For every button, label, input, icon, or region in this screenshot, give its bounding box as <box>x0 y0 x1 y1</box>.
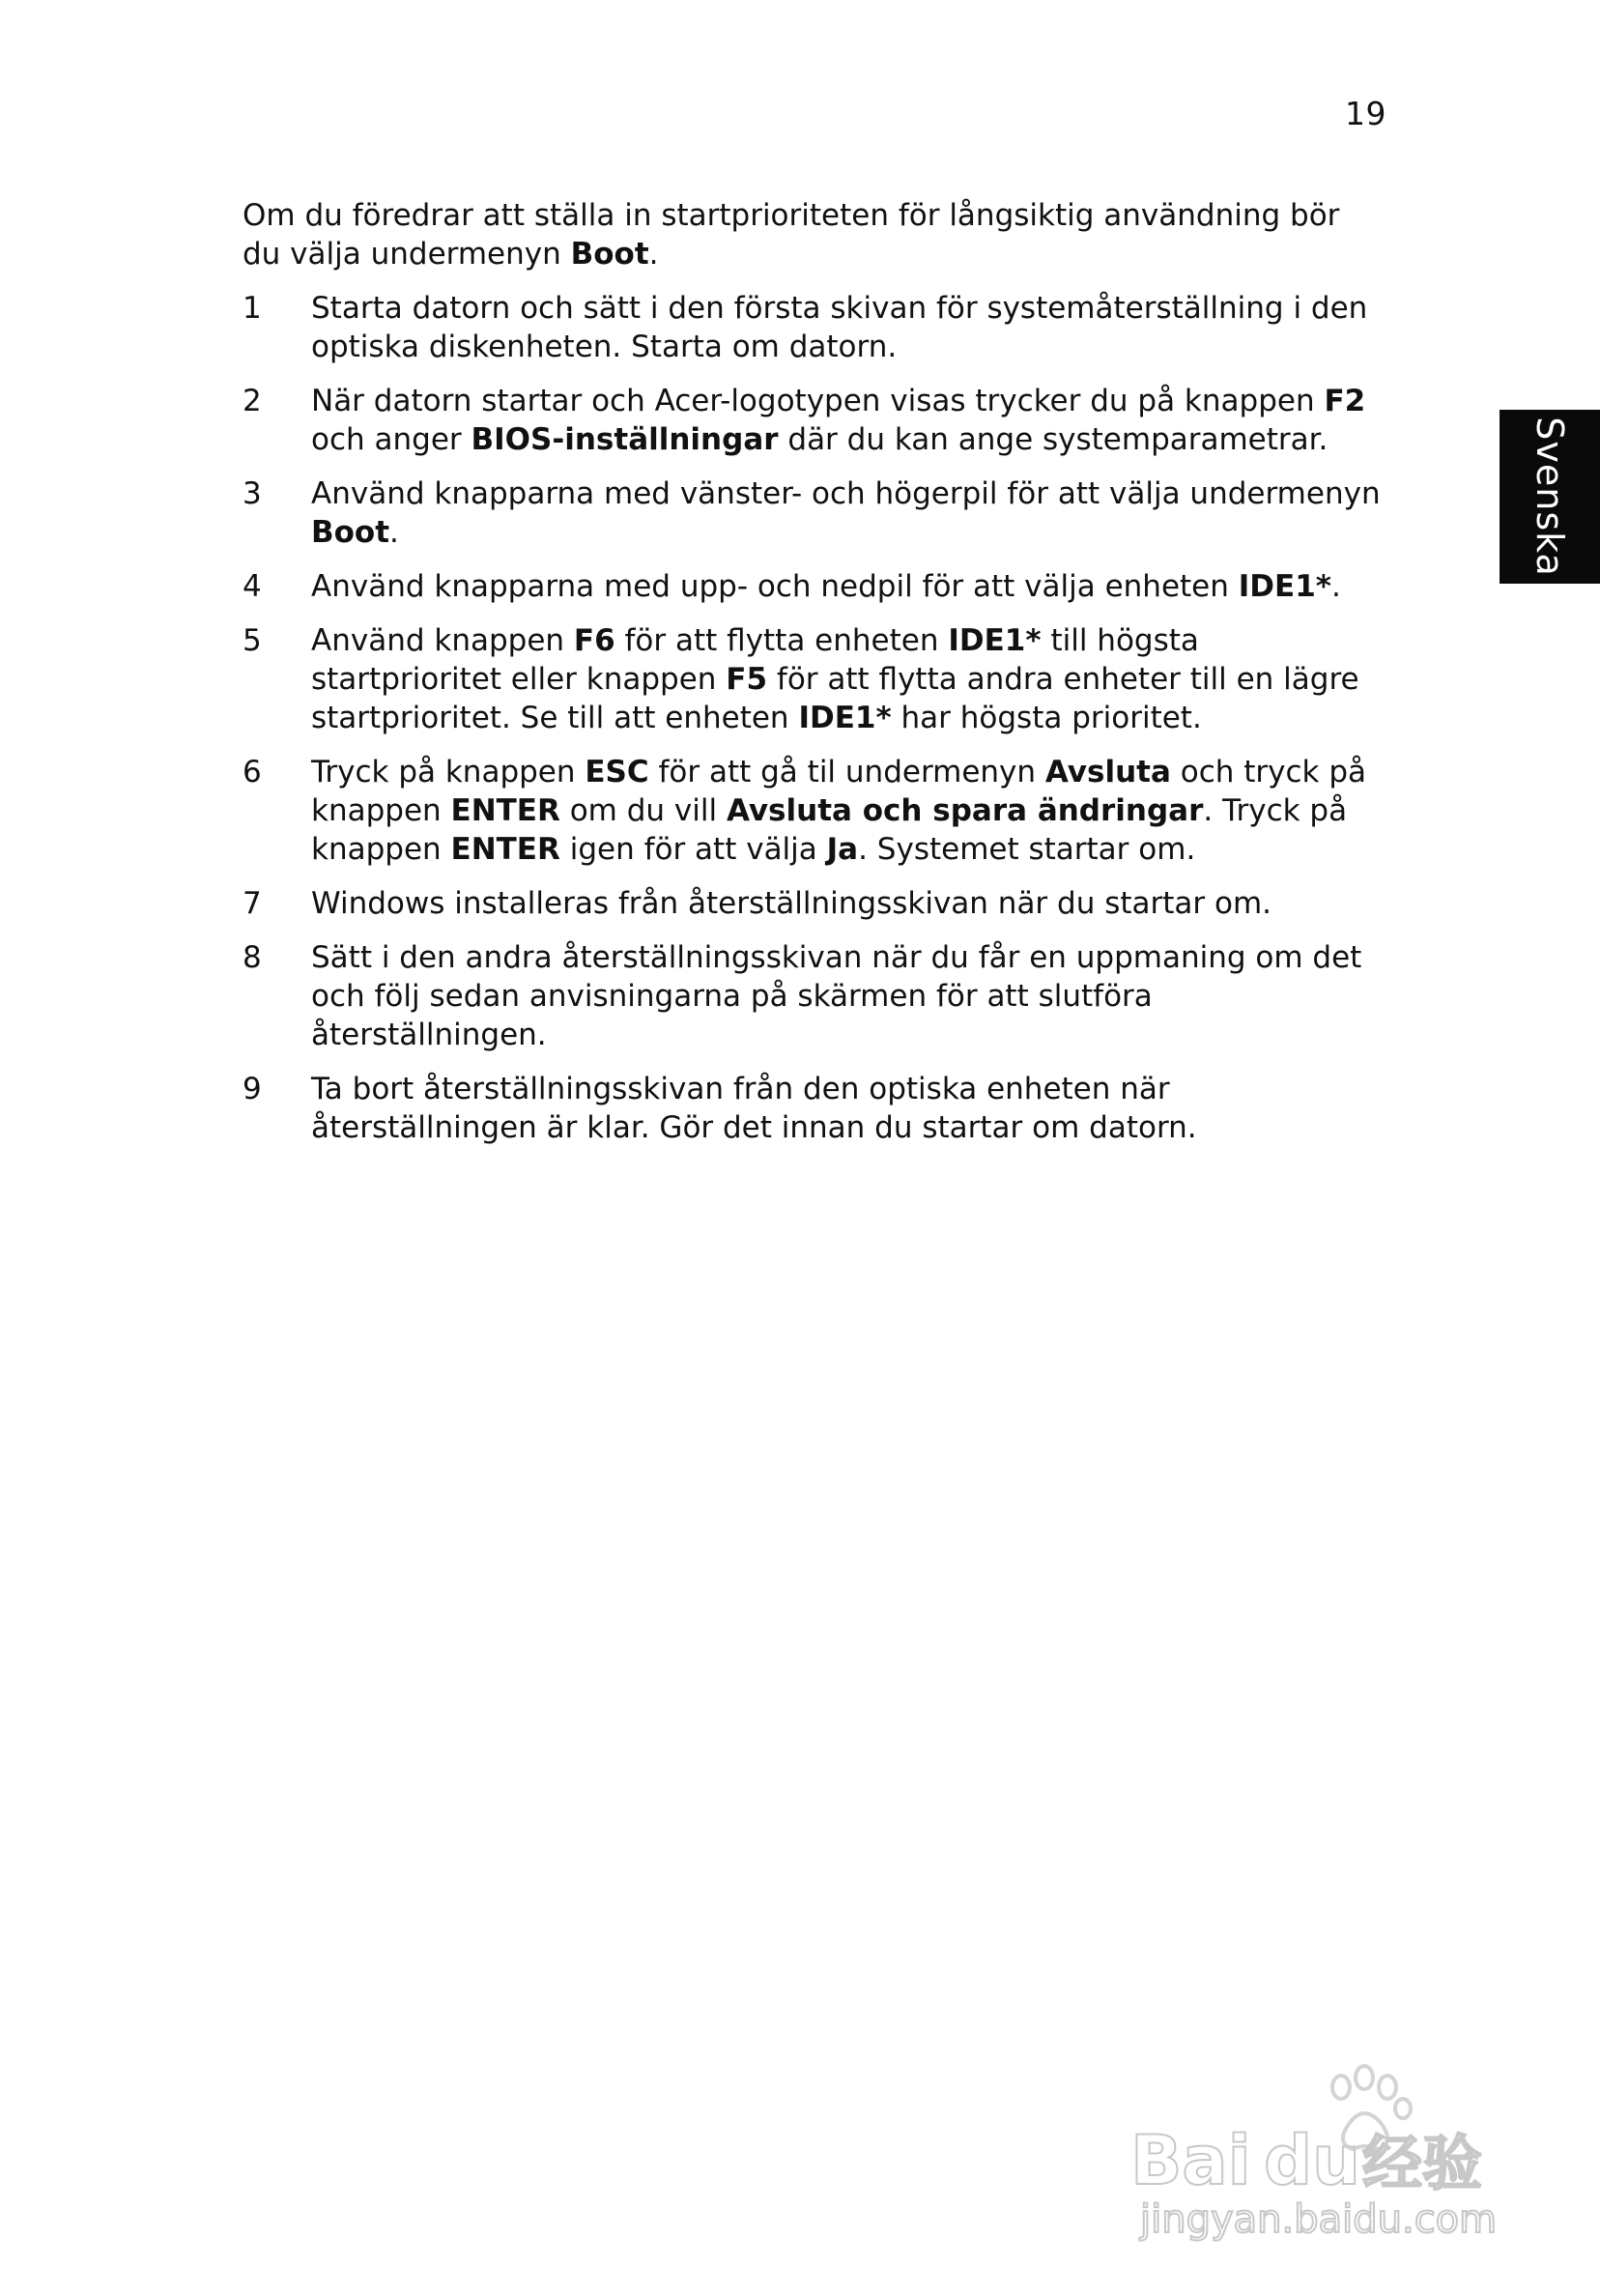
step-number: 9 <box>243 1072 262 1106</box>
step-number: 1 <box>243 291 262 326</box>
step-text <box>311 938 1383 1054</box>
step-item <box>243 753 1383 869</box>
bold-term: Avsluta och spara ändringar <box>726 793 1204 828</box>
text-run: . Systemet startar om. <box>858 832 1196 867</box>
text-run: Windows installeras från återställningsskivan när du startar om. <box>311 886 1272 921</box>
text-run: Om du föredrar att ställa in startprioriteten för långsiktig användning bör du välja undermenyn <box>243 198 1340 272</box>
text-run: . <box>1331 569 1341 604</box>
text-run: Tryck på knappen <box>311 755 586 789</box>
step-text <box>311 884 1383 923</box>
bold-term: BIOS-inställningar <box>471 422 779 457</box>
bold-term: F6 <box>573 623 615 658</box>
bold-term: Boot <box>311 515 390 550</box>
step-number: 6 <box>243 755 262 789</box>
baidu-jingyan-watermark <box>1121 2049 1507 2242</box>
bold-term: IDE1* <box>948 623 1042 658</box>
bold-term: IDE1* <box>1238 569 1331 604</box>
step-item <box>243 567 1383 606</box>
bold-term: IDE1* <box>798 701 892 735</box>
text-run: . <box>648 237 659 272</box>
text-run: har högsta prioritet. <box>891 701 1202 735</box>
bold-term: Boot <box>570 237 649 272</box>
step-item <box>243 289 1383 366</box>
bold-term: F5 <box>726 662 768 697</box>
text-run: till högsta startprioritet eller knappen <box>311 623 1199 697</box>
step-text <box>311 567 1383 606</box>
text-run: Använd knapparna med upp- och nedpil för att välja enheten <box>311 569 1239 604</box>
text-run: När datorn startar och Acer-logotypen visas trycker du på knappen <box>311 384 1325 418</box>
step-item <box>243 1070 1383 1147</box>
step-number: 2 <box>243 384 262 418</box>
step-number: 5 <box>243 623 262 658</box>
step-text <box>311 289 1383 366</box>
page-number: 19 <box>1345 95 1386 132</box>
step-item <box>243 621 1383 737</box>
step-number: 3 <box>243 476 262 511</box>
bold-term: ENTER <box>450 832 560 867</box>
text-run: för att gå til undermenyn <box>648 755 1045 789</box>
document-body <box>243 196 1383 1162</box>
step-item <box>243 938 1383 1054</box>
text-run: om du vill <box>559 793 727 828</box>
text-run: Använd knappen <box>311 623 574 658</box>
bold-term: Avsluta <box>1044 755 1171 789</box>
text-run: . <box>389 515 399 550</box>
watermark-url: jingyan.baidu.com <box>1140 2197 1498 2242</box>
watermark-brand-cn: 经验 <box>1362 2128 1483 2198</box>
text-run: för att flytta andra enheter till en lägre startprioritet. Se till att enheten <box>311 662 1359 735</box>
step-text <box>311 382 1383 459</box>
text-run: och anger <box>311 422 471 457</box>
intro-paragraph <box>243 196 1383 273</box>
text-run: Använd knapparna med vänster- och högerpil för att välja undermenyn <box>311 476 1381 511</box>
text-run: Starta datorn och sätt i den första skivan för systemåterställning i den optiska diskenheten. Starta om datorn. <box>311 291 1368 364</box>
step-number: 4 <box>243 569 262 604</box>
text-run: . Tryck på knappen <box>311 793 1348 867</box>
text-run: Ta bort återställningsskivan från den optiska enheten när återställningen är klar. Gör det innan du startar om datorn. <box>311 1072 1197 1145</box>
step-number: 8 <box>243 940 262 975</box>
text-run: igen för att välja <box>559 832 827 867</box>
step-item <box>243 382 1383 459</box>
language-side-tab-label: Svenska <box>1529 416 1571 577</box>
bold-term: Ja <box>826 832 859 867</box>
bold-term: ESC <box>585 755 649 789</box>
step-item <box>243 474 1383 552</box>
text-run: och tryck på knappen <box>311 755 1367 828</box>
step-text <box>311 474 1383 552</box>
text-run: Sätt i den andra återställningsskivan när du får en uppmaning om det och följ sedan anvisningarna på skärmen för att slutföra återställningen. <box>311 940 1362 1052</box>
bold-term: ENTER <box>450 793 560 828</box>
step-item <box>243 884 1383 923</box>
step-number: 7 <box>243 886 262 921</box>
steps-list <box>243 289 1383 1147</box>
watermark-brand-left: Bai <box>1130 2121 1251 2200</box>
bold-term: F2 <box>1324 384 1366 418</box>
text-run: där du kan ange systemparametrar. <box>778 422 1329 457</box>
step-text <box>311 1070 1383 1147</box>
step-text <box>311 753 1383 869</box>
text-run: för att flytta enheten <box>614 623 949 658</box>
watermark-brand-right: du <box>1264 2121 1360 2200</box>
step-text <box>311 621 1383 737</box>
language-side-tab <box>1500 410 1600 584</box>
